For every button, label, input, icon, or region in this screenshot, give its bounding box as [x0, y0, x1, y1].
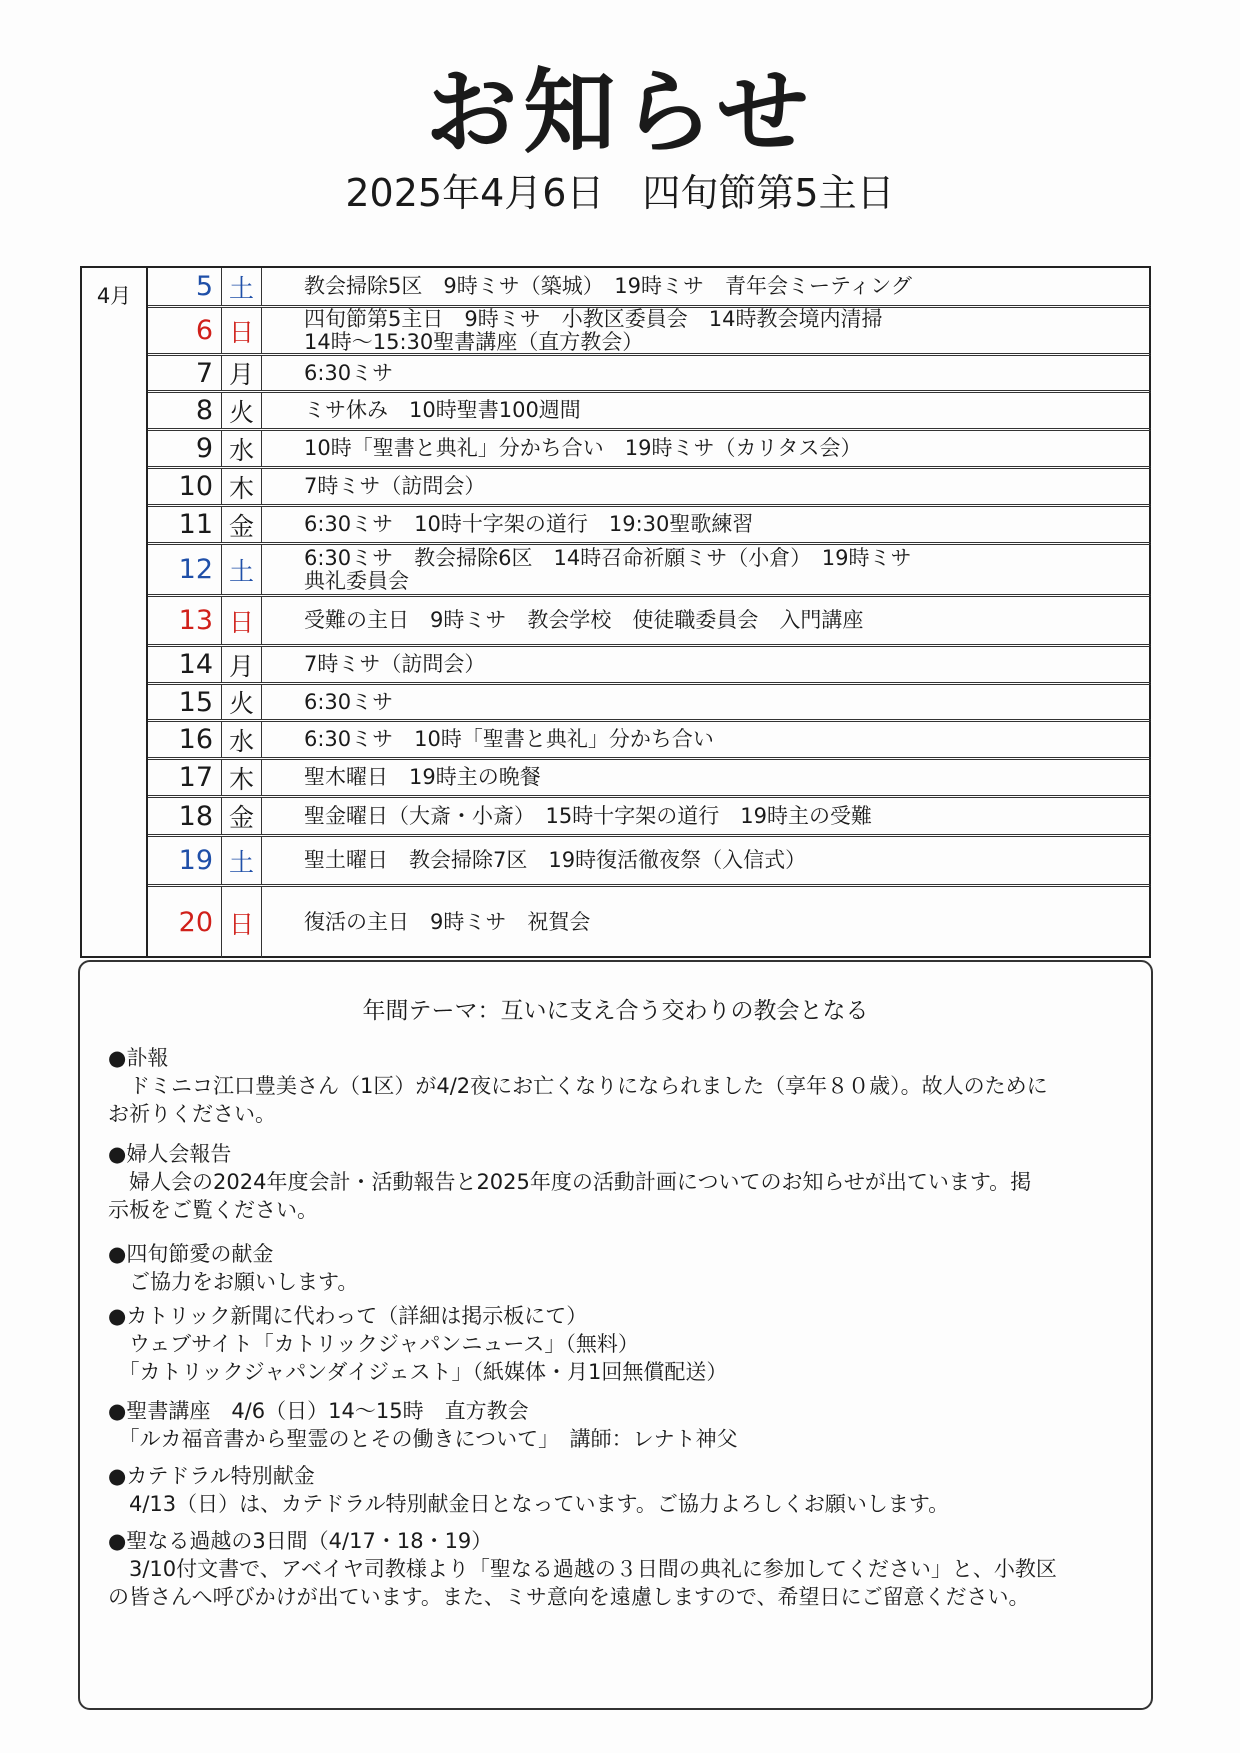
row-date: 7 — [148, 356, 222, 390]
schedule-row — [148, 760, 1151, 798]
row-date: 18 — [148, 798, 222, 834]
schedule-row — [148, 647, 1151, 685]
schedule-row — [148, 356, 1151, 393]
notice-heading: ●四旬節愛の献金 — [108, 1242, 274, 1266]
notice-item — [108, 1302, 1128, 1386]
row-date: 6 — [148, 308, 222, 353]
notice-item — [108, 1397, 1128, 1453]
row-weekday: 土 — [222, 545, 262, 594]
schedule-table — [80, 266, 1151, 958]
schedule-row — [148, 798, 1151, 837]
row-weekday: 月 — [222, 356, 262, 390]
row-events: 四旬節第5主日 9時ミサ 小教区委員会 14時教会境内清掃 14時～15:30聖書講座（直方教会） — [304, 306, 883, 354]
row-date: 5 — [148, 268, 222, 305]
row-events: 6:30ミサ 10時「聖書と典礼」分かち合い — [304, 727, 714, 751]
row-date: 13 — [148, 597, 222, 644]
row-weekday: 木 — [222, 469, 262, 504]
row-weekday: 金 — [222, 798, 262, 834]
row-events: 7時ミサ（訪問会） — [304, 652, 486, 676]
notice-item — [108, 1240, 1128, 1296]
schedule-row — [148, 597, 1151, 647]
row-date: 17 — [148, 760, 222, 795]
row-weekday: 月 — [222, 647, 262, 682]
notice-heading: ●聖なる過越の3日間（4/17・18・19） — [108, 1529, 493, 1553]
row-events: 聖土曜日 教会掃除7区 19時復活徹夜祭（入信式） — [304, 848, 807, 872]
notice-heading: ●聖書講座 4/6（日）14～15時 直方教会 — [108, 1399, 529, 1423]
row-events: 7時ミサ（訪問会） — [304, 474, 486, 498]
notice-body: ご協力をお願いします。 — [108, 1270, 359, 1294]
notice-body: ウェブサイト「カトリックジャパンニュース」（無料） 「カトリックジャパンダイジェスト」（紙媒体・月1回無償配送） — [128, 1332, 728, 1384]
row-events: 6:30ミサ — [304, 689, 394, 714]
schedule-row — [148, 545, 1151, 597]
row-events: 6:30ミサ 10時十字架の道行 19:30聖歌練習 — [304, 512, 754, 536]
row-weekday: 日 — [222, 308, 262, 353]
row-date: 15 — [148, 685, 222, 719]
notice-body: 3/10付文書で、アベイヤ司教様より「聖なる過越の３日間の典礼に参加してください」と、小教区 の皆さんへ呼びかけが出ています。また、ミサ意向を遠慮しますので、希望日にご留意ください。 — [108, 1557, 1057, 1609]
notices-box — [78, 960, 1153, 1710]
row-weekday: 日 — [222, 887, 262, 958]
notice-item — [108, 1044, 1128, 1128]
row-weekday: 木 — [222, 760, 262, 795]
month-label: 4月 — [82, 268, 148, 958]
row-date: 9 — [148, 431, 222, 466]
notice-item — [108, 1527, 1128, 1611]
schedule-row — [148, 431, 1151, 469]
notice-heading: ●婦人会報告 — [108, 1142, 232, 1166]
schedule-row — [148, 722, 1151, 760]
schedule-row — [148, 268, 1151, 308]
row-date: 8 — [148, 393, 222, 428]
row-events: 6:30ミサ 教会掃除6区 14時召命祈願ミサ（小倉） 19時ミサ 典礼委員会 — [304, 545, 912, 593]
schedule-row — [148, 393, 1151, 431]
notice-body: 「ルカ福音書から聖霊のとその働きについて」 講師：レナト神父 — [108, 1427, 738, 1451]
schedule-row — [148, 887, 1151, 958]
notice-heading: ●訃報 — [108, 1046, 169, 1070]
schedule-row — [148, 507, 1151, 545]
row-date: 10 — [148, 469, 222, 504]
row-weekday: 火 — [222, 685, 262, 719]
row-events: 10時「聖書と典礼」分かち合い 19時ミサ（カリタス会） — [304, 436, 862, 460]
row-events: 教会掃除5区 9時ミサ（築城） 19時ミサ 青年会ミーティング — [304, 274, 912, 298]
row-weekday: 金 — [222, 507, 262, 542]
row-date: 12 — [148, 545, 222, 594]
row-weekday: 水 — [222, 722, 262, 757]
annual-theme: 年間テーマ：互いに支え合う交わりの教会となる — [362, 998, 869, 1024]
schedule-row — [148, 837, 1151, 887]
row-date: 19 — [148, 837, 222, 884]
row-events: 聖木曜日 19時主の晩餐 — [304, 765, 541, 789]
schedule-row — [148, 685, 1151, 722]
row-date: 11 — [148, 507, 222, 542]
page-title: お知らせ — [425, 59, 815, 166]
row-weekday: 日 — [222, 597, 262, 644]
notice-heading: ●カテドラル特別献金 — [108, 1464, 315, 1488]
row-date: 20 — [148, 887, 222, 958]
row-date: 16 — [148, 722, 222, 757]
notice-item — [108, 1462, 1128, 1518]
row-events: 聖金曜日（大斎・小斎） 15時十字架の道行 19時主の受難 — [304, 803, 872, 828]
schedule-row — [148, 308, 1151, 356]
notice-body: 4/13（日）は、カテドラル特別献金日となっています。ご協力よろしくお願いします。 — [108, 1492, 950, 1516]
row-events: 復活の主日 9時ミサ 祝賀会 — [304, 910, 591, 934]
row-events: 受難の主日 9時ミサ 教会学校 使徒職委員会 入門講座 — [304, 608, 864, 632]
row-weekday: 土 — [222, 837, 262, 884]
row-date: 14 — [148, 647, 222, 682]
row-events: 6:30ミサ — [304, 360, 394, 385]
row-weekday: 火 — [222, 393, 262, 428]
row-weekday: 水 — [222, 431, 262, 466]
page-subtitle: 2025年4月6日 四旬節第5主日 — [345, 171, 895, 215]
schedule-row — [148, 469, 1151, 507]
row-events: ミサ休み 10時聖書100週間 — [304, 398, 581, 422]
notice-body: ドミニコ江口豊美さん（1区）が4/2夜にお亡くなりになられました（享年８０歳）。故人のために お祈りください。 — [108, 1074, 1048, 1126]
row-weekday: 土 — [222, 268, 262, 305]
notice-body: 婦人会の2024年度会計・活動報告と2025年度の活動計画についてのお知らせが出ています。掲 示板をご覧ください。 — [108, 1170, 1032, 1222]
notice-heading: ●カトリック新聞に代わって（詳細は掲示板にて） — [108, 1304, 588, 1328]
notice-item — [108, 1140, 1128, 1224]
